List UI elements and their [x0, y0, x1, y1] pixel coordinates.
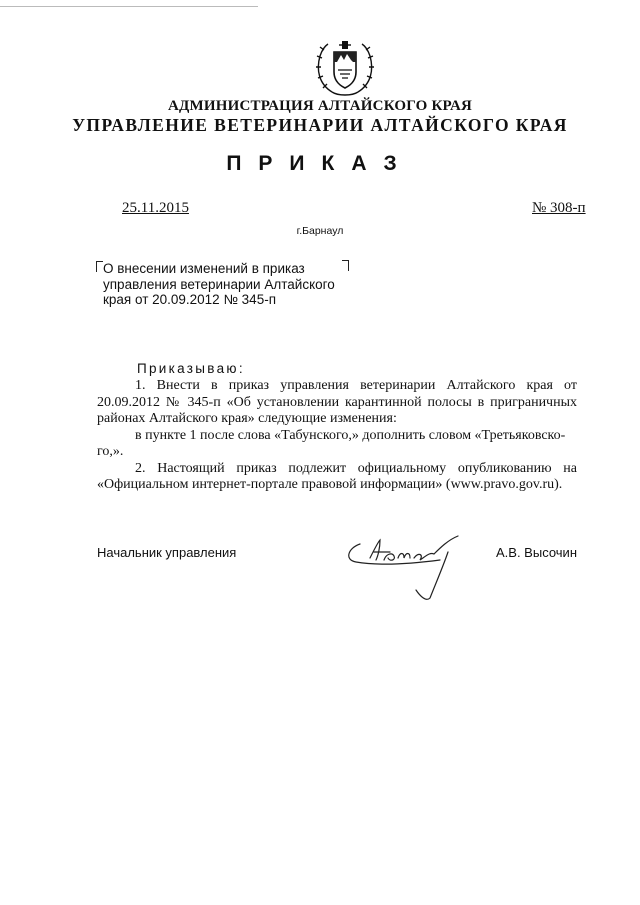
- signer-name: А.В. Высочин: [496, 545, 577, 560]
- header-department: УПРАВЛЕНИЕ ВЕТЕРИНАРИИ АЛТАЙСКОГО КРАЯ: [72, 115, 568, 135]
- subject-line-3: края от 20.09.2012 № 345-п: [103, 292, 277, 307]
- paragraph-1: 1. Внести в приказ управления ветеринарии Алтайского края от 20.09.2012 № 345-п «Об установлении карантинной полосы в приграничных районах Алтайского края» следующие изменения:: [97, 378, 577, 426]
- order-body: [97, 378, 577, 494]
- subject-bracket-left: [96, 261, 103, 272]
- order-intro: Приказываю:: [137, 361, 245, 376]
- coat-of-arms-icon: [314, 36, 376, 98]
- order-number: № 308-п: [532, 200, 586, 216]
- paragraph-2a: в пункте 1 после слова «Табунского,» дополнить словом «Третьяковско-: [135, 427, 566, 443]
- paragraph-3: 2. Настоящий приказ подлежит официальному опубликованию на «Официальном интернет-портале правовой информации» (www.pravo.gov.ru).: [97, 460, 577, 492]
- subject-line-2: управления ветеринарии Алтайского: [103, 276, 335, 292]
- subject-block: [103, 261, 339, 308]
- handwritten-signature: [340, 530, 490, 610]
- city: г.Барнаул: [296, 225, 344, 237]
- order-date: 25.11.2015: [122, 200, 189, 216]
- subject-line-1: О внесении изменений в приказ: [103, 261, 305, 276]
- header-administration: АДМИНИСТРАЦИЯ АЛТАЙСКОГО КРАЯ: [167, 98, 473, 114]
- paragraph-2b: го,».: [97, 444, 124, 459]
- signer-position: Начальник управления: [97, 545, 237, 560]
- top-rule: [0, 6, 258, 7]
- subject-bracket-right: [342, 260, 349, 271]
- document-type: ПРИКАЗ: [226, 152, 414, 175]
